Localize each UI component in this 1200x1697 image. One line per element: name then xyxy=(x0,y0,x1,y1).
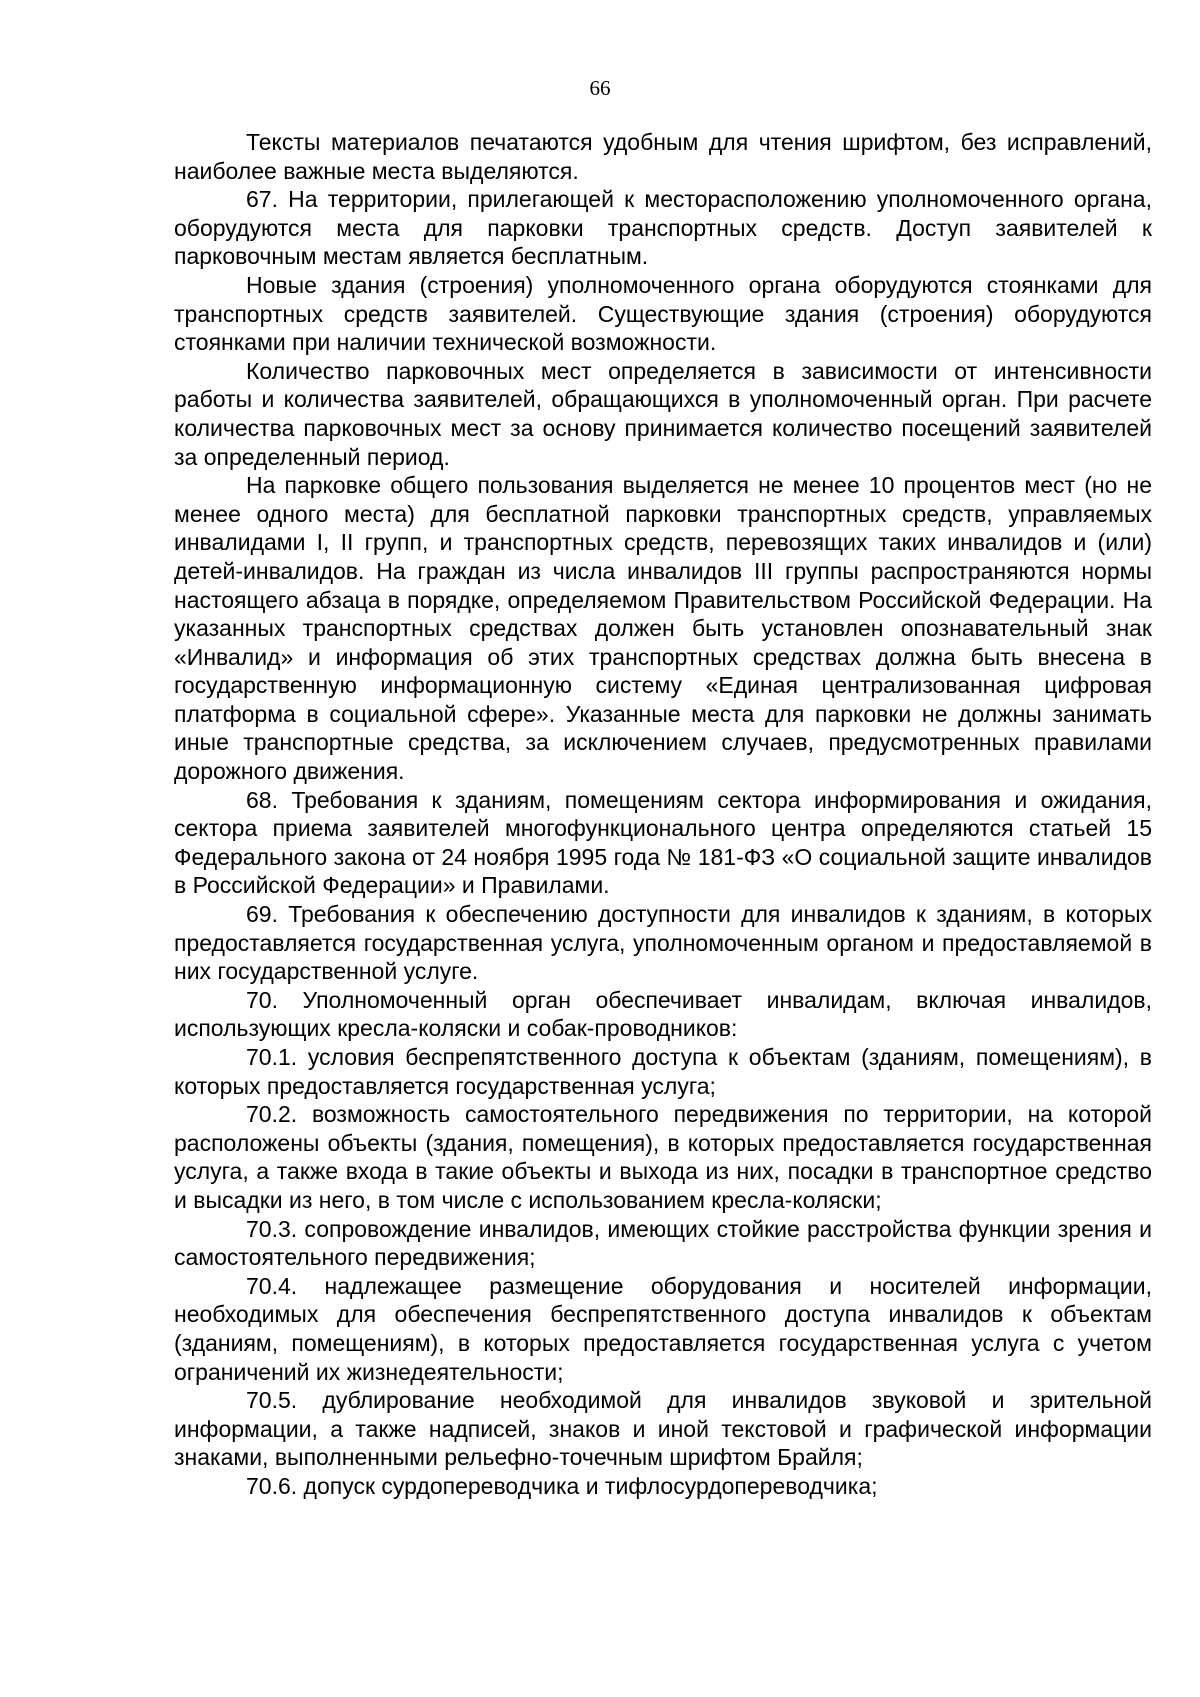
paragraph-67-parking-places: 67. На территории, прилегающей к месторасположению уполномоченного органа, оборудуются места для парковки транспортных средств. Доступ заявителей к парковочным местам является бесплатным. xyxy=(174,186,1152,270)
paragraph-70-6: 70.6. допуск сурдопереводчика и тифлосурдопереводчика; xyxy=(246,1472,878,1499)
page-number: 66 xyxy=(589,76,611,100)
paragraph-69-accessibility: 69. Требования к обеспечению доступности для инвалидов к зданиям, в которых предоставляется государственная услуга, уполномоченным органом и предоставляемой в них государственной услуге. xyxy=(174,901,1152,985)
paragraph-new-buildings: Новые здания (строения) уполномоченного органа оборудуются стоянками для транспортных средств заявителей. Существующие здания (строения) оборудуются стоянками при наличии технической возможности. xyxy=(174,271,1152,356)
paragraph-68-building-requirements: 68. Требования к зданиям, помещениям сектора информирования и ожидания, сектора приема заявителей многофункционального центра определяются статьей 15 Федерального закона от 24 ноября 1995 года № 181-ФЗ «О социальной защите инвалидов в Российской Федерации» и Правилами. xyxy=(174,786,1152,899)
paragraph-70-5: 70.5. дублирование необходимой для инвалидов звуковой и зрительной информации, а также надписей, знаков и иной текстовой и графической информации знаками, выполненными рельефно-точечным шрифтом Брайля; xyxy=(174,1387,1152,1471)
paragraph-text-materials: Тексты материалов печатаются удобным для чтения шрифтом, без исправлений, наиболее важные места выделяются. xyxy=(174,129,1152,184)
paragraph-70-authority-provides: 70. Уполномоченный орган обеспечивает инвалидам, включая инвалидов, использующих кресла-коляски и собак-проводников: xyxy=(174,986,1152,1042)
paragraph-parking-count: Количество парковочных мест определяется в зависимости от интенсивности работы и количества заявителей, обращающихся в уполномоченный орган. При расчете количества парковочных мест за основу принимается количество посещений заявителей за определенный период. xyxy=(174,357,1152,470)
paragraph-70-3: 70.3. сопровождение инвалидов, имеющих стойкие расстройства функции зрения и самостоятельного передвижения; xyxy=(174,1215,1152,1271)
paragraph-70-4: 70.4. надлежащее размещение оборудования и носителей информации, необходимых для обеспечения беспрепятственного доступа инвалидов к объектам (зданиям, помещениям), в которых предоставляется государственная услуга с учетом ограничений их жизнедеятельности; xyxy=(174,1272,1152,1385)
paragraph-70-1: 70.1. условия беспрепятственного доступа к объектам (зданиям, помещениям), в которых предоставляется государственная услуга; xyxy=(174,1044,1152,1099)
paragraph-70-2: 70.2. возможность самостоятельного передвижения по территории, на которой расположены объекты (здания, помещения), в которых предоставляется государственная услуга, а также входа в такие объекты и выхода из них, посадки в транспортное средство и высадки из него, в том числе с использованием кресла-коляски; xyxy=(174,1101,1152,1213)
paragraph-disabled-parking: На парковке общего пользования выделяется не менее 10 процентов мест (но не менее одного места) для бесплатной парковки транспортных средств, управляемых инвалидами I, II групп, и транспортных средств, перевозящих таких инвалидов и (или) детей-инвалидов. На граждан из числа инвалидов III группы распространяются нормы настоящего абзаца в порядке, определяемом Правительством Российской Федерации. На указанных транспортных средствах должен быть установлен опознавательный знак «Инвалид» и информация об этих транспортных средствах должна быть внесена в государственную информационную систему «Единая централизованная цифровая платформа в социальной сфере». Указанные места для парковки не должны занимать иные транспортные средства, за исключением случаев, предусмотренных правилами дорожного движения. xyxy=(174,472,1152,785)
document-body xyxy=(174,128,1152,1501)
